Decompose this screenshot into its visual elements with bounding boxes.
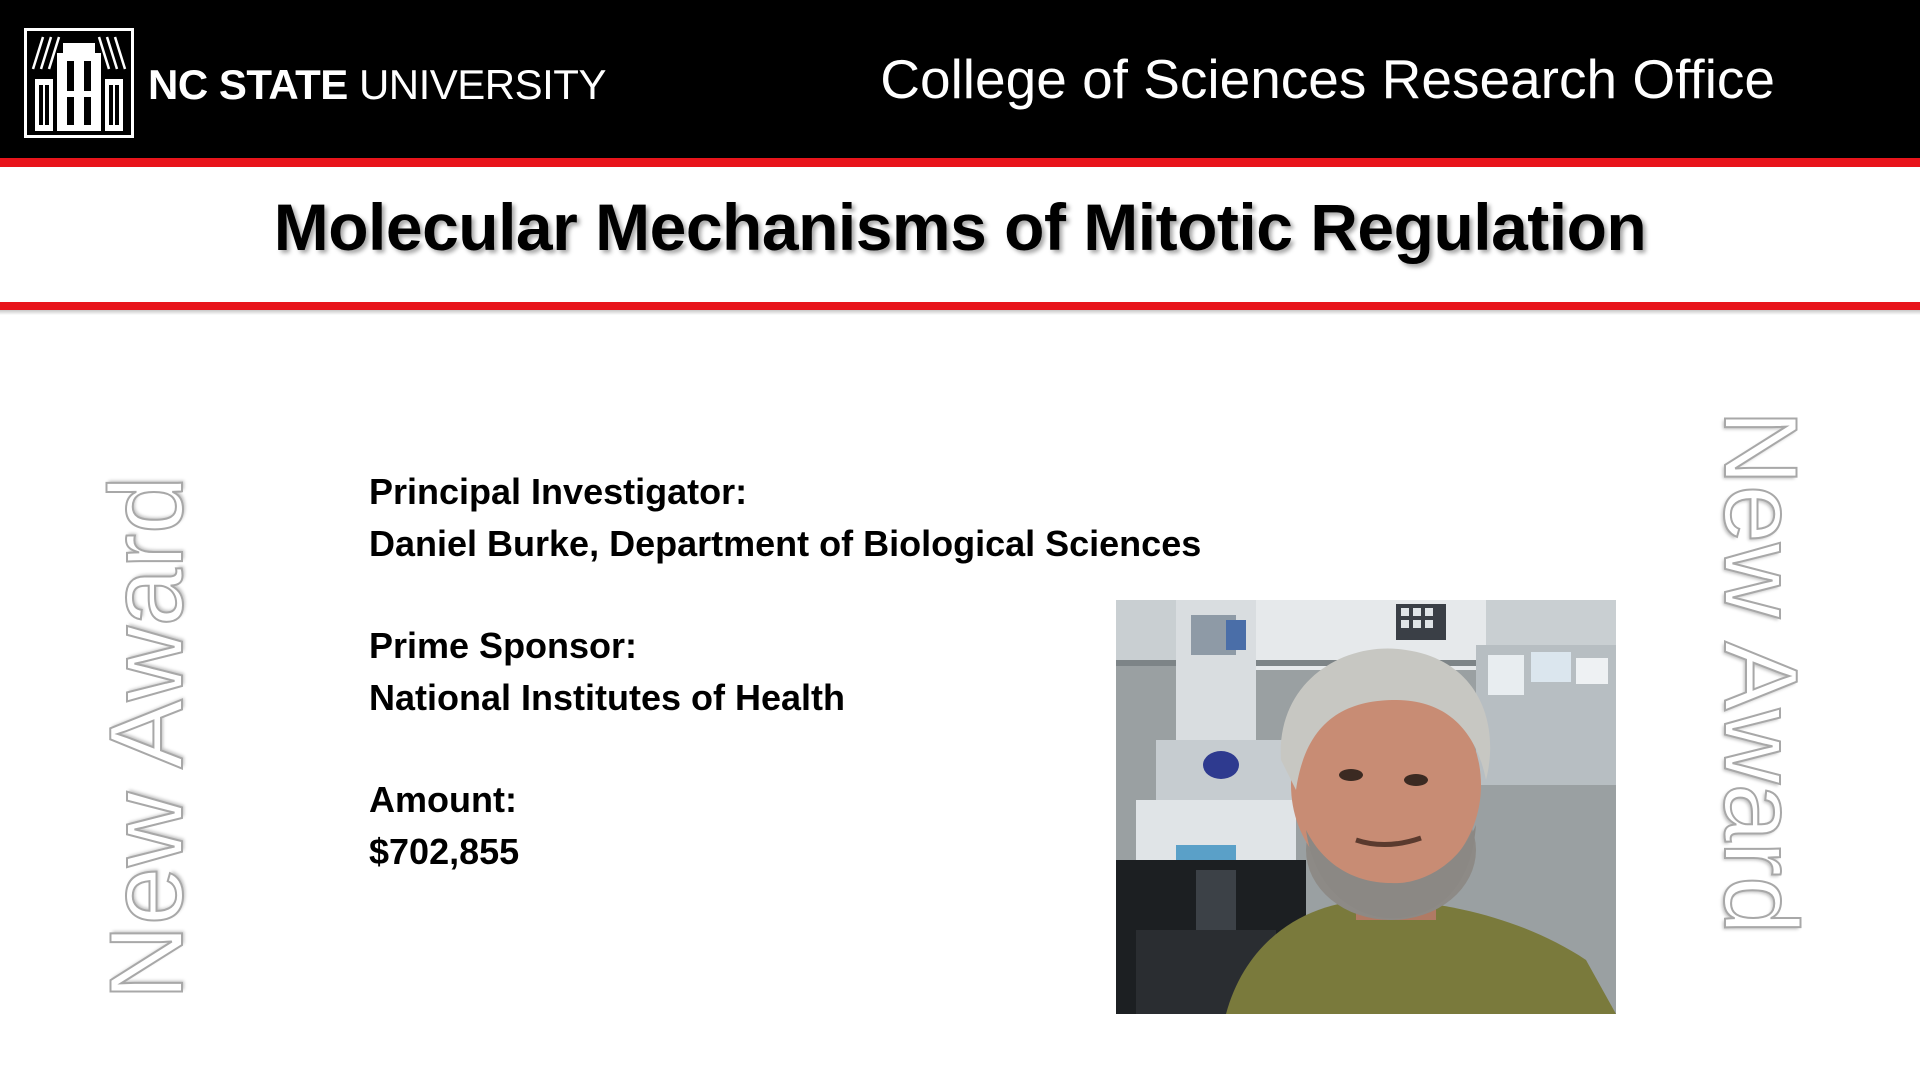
side-label-left: New Award	[89, 475, 205, 1000]
amount-label: Amount:	[369, 779, 517, 820]
sponsor-label: Prime Sponsor:	[369, 625, 638, 666]
wordmark-strong: NC STATE	[148, 61, 348, 108]
belltower-logo-icon	[24, 28, 134, 138]
investigator-photo	[1116, 600, 1616, 1014]
amount-value: $702,855	[369, 831, 520, 872]
university-wordmark	[148, 60, 606, 110]
sponsor-value: National Institutes of Health	[369, 677, 846, 718]
page-title: Molecular Mechanisms of Mitotic Regulation	[273, 190, 1647, 264]
title-accent-rule	[0, 302, 1920, 310]
header-bar	[0, 0, 1920, 158]
title-rule-shadow	[0, 310, 1920, 315]
side-label-right: New Award	[1702, 410, 1818, 935]
office-title: College of Sciences Research Office	[880, 48, 1775, 110]
pi-label: Principal Investigator:	[369, 471, 748, 512]
wordmark-light: UNIVERSITY	[358, 61, 606, 108]
header-accent-rule	[0, 158, 1920, 167]
pi-value: Daniel Burke, Department of Biological Sciences	[369, 523, 1202, 564]
